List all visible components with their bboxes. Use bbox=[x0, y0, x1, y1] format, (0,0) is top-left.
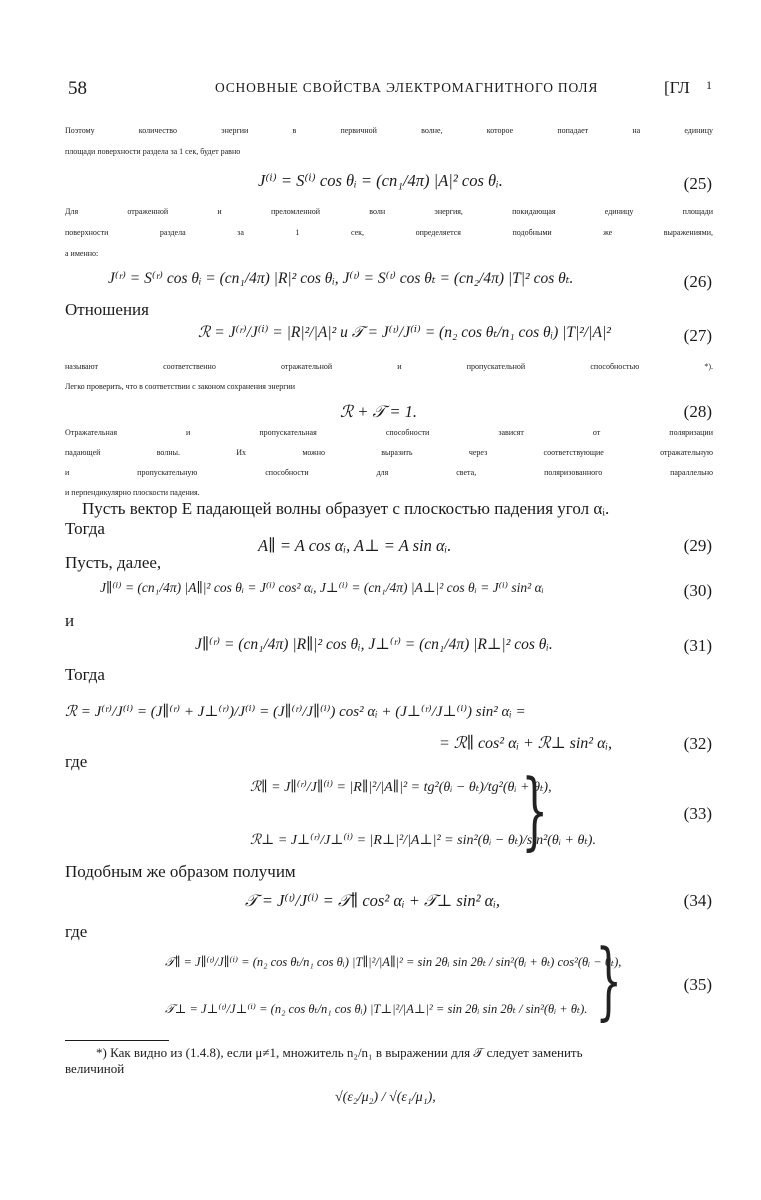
equation-28: ℛ + 𝒯 = 1. bbox=[340, 402, 417, 421]
equation-number: (31) bbox=[683, 636, 712, 655]
paragraph-line: Пусть вектор E падающей волны образует с плоскостью падения угол αᵢ. bbox=[82, 499, 610, 518]
footnote-line: величиной bbox=[65, 1061, 125, 1076]
equation-number: (33) bbox=[683, 804, 712, 823]
equation-33-line1: ℛ∥ = J∥⁽ʳ⁾/J∥⁽ⁱ⁾ = |R∥|²/|A∥|² = tg²(θᵢ − θₜ)/tg²(θᵢ + θₜ), bbox=[250, 780, 552, 795]
paragraph-line: Тогда bbox=[65, 519, 105, 538]
equation-35-line1: 𝒯∥ = J∥⁽ᵗ⁾/J∥⁽ⁱ⁾ = (n₂ cos θₜ/n₁ cos θᵢ) |T∥|²/|A∥|² = sin 2θᵢ sin 2θₜ / sin²(θᵢ + θₜ) cos²(θᵢ − θₜ), bbox=[165, 955, 622, 969]
text-and: и bbox=[65, 611, 75, 630]
paragraph-line: площади поверхности раздела за 1 сек, будет равно bbox=[65, 147, 241, 156]
equation-number: (34) bbox=[683, 891, 712, 910]
footnote-expression: √(ε₂/μ₂) / √(ε₁/μ₁), bbox=[335, 1090, 436, 1105]
text-where: где bbox=[65, 752, 88, 771]
equation-29: A∥ = A cos αᵢ, A⊥ = A sin αᵢ. bbox=[258, 536, 452, 555]
paragraph-line: и пропускательную способности для света, поляризованного параллельно bbox=[65, 468, 713, 477]
text-similarly: Подобным же образом получим bbox=[65, 862, 296, 881]
equation-27: ℛ = J⁽ʳ⁾/J⁽ⁱ⁾ = |R|²/|A|² и 𝒯 = J⁽ᵗ⁾/J⁽ⁱ⁾ = (n₂ cos θₜ/n₁ cos θᵢ) |T|²/|A|² bbox=[198, 324, 611, 341]
equation-number: (32) bbox=[683, 734, 712, 753]
paragraph-line: Поэтому количество энергии в первичной волне, которое попадает на единицу bbox=[65, 126, 713, 135]
equation-number: (25) bbox=[683, 174, 712, 193]
equation-33-line2: ℛ⊥ = J⊥⁽ʳ⁾/J⊥⁽ⁱ⁾ = |R⊥|²/|A⊥|² = sin²(θᵢ − θₜ)/sin²(θᵢ + θₜ). bbox=[250, 833, 596, 848]
paragraph-line: Отражательная и пропускательная способности зависят от поляризации bbox=[65, 428, 713, 437]
paragraph-line: а именно: bbox=[65, 249, 99, 258]
paragraph-line: и перпендикулярно плоскости падения. bbox=[65, 488, 200, 497]
right-brace: } bbox=[521, 761, 549, 859]
equation-35-line2: 𝒯⊥ = J⊥⁽ᵗ⁾/J⊥⁽ⁱ⁾ = (n₂ cos θₜ/n₁ cos θᵢ) |T⊥|²/|A⊥|² = sin 2θᵢ sin 2θₜ / sin²(θᵢ + θₜ). bbox=[165, 1002, 588, 1016]
paragraph-line: Для отраженной и преломленной волн энергия, покидающая единицу площади bbox=[65, 207, 713, 216]
paragraph-line: падающей волны. Их можно выразить через соответствующие отражательную bbox=[65, 448, 713, 457]
paragraph-line: Легко проверить, что в соответствии с законом сохранения энергии bbox=[65, 382, 296, 391]
equation-number: (29) bbox=[683, 536, 712, 555]
running-title: ОСНОВНЫЕ СВОЙСТВА ЭЛЕКТРОМАГНИТНОГО ПОЛЯ bbox=[215, 80, 599, 95]
equation-25: J⁽ⁱ⁾ = S⁽ⁱ⁾ cos θᵢ = (cn₁/4π) |A|² cos θᵢ. bbox=[258, 171, 503, 190]
equation-34: 𝒯 = J⁽ᵗ⁾/J⁽ⁱ⁾ = 𝒯∥ cos² αᵢ + 𝒯⊥ sin² αᵢ, bbox=[245, 891, 501, 910]
text-where: где bbox=[65, 922, 88, 941]
equation-number: (30) bbox=[683, 581, 712, 600]
text-relations: Отношения bbox=[65, 300, 149, 319]
chapter-prefix: [ГЛ bbox=[664, 78, 690, 97]
footnote-rule bbox=[65, 1040, 169, 1041]
equation-number: (26) bbox=[683, 272, 712, 291]
equation-number: (28) bbox=[683, 402, 712, 421]
text-further: Пусть, далее, bbox=[65, 553, 162, 572]
page-number: 58 bbox=[68, 78, 87, 99]
equation-32-line1: ℛ = J⁽ʳ⁾/J⁽ⁱ⁾ = (J∥⁽ʳ⁾ + J⊥⁽ʳ⁾)/J⁽ⁱ⁾ = (J∥⁽ʳ⁾/J∥⁽ⁱ⁾) cos² αᵢ + (J⊥⁽ʳ⁾/J⊥⁽ⁱ⁾) sin² αᵢ = bbox=[65, 704, 526, 720]
equation-32-line2: = ℛ∥ cos² αᵢ + ℛ⊥ sin² αᵢ, bbox=[439, 735, 613, 752]
equation-number: (27) bbox=[683, 326, 712, 345]
footnote-line: *) Как видно из (1.4.8), если μ≠1, множитель n₂/n₁ в выражении для 𝒯 следует заменить bbox=[96, 1045, 583, 1060]
paragraph-line: называют соответственно отражательной и пропускательной способностью *). bbox=[65, 362, 713, 371]
right-brace: } bbox=[595, 931, 623, 1029]
equation-31: J∥⁽ʳ⁾ = (cn₁/4π) |R∥|² cos θᵢ, J⊥⁽ʳ⁾ = (cn₁/4π) |R⊥|² cos θᵢ. bbox=[195, 636, 553, 653]
paragraph-line: поверхности раздела за 1 сек, определяется подобными же выражениями, bbox=[65, 228, 713, 237]
text-then: Тогда bbox=[65, 665, 105, 684]
equation-number: (35) bbox=[683, 975, 712, 994]
equation-30: J∥⁽ⁱ⁾ = (cn₁/4π) |A∥|² cos θᵢ = J⁽ⁱ⁾ cos² αᵢ, J⊥⁽ⁱ⁾ = (cn₁/4π) |A⊥|² cos θᵢ = J⁽ⁱ⁾ sin² αᵢ bbox=[100, 580, 544, 595]
chapter-number: 1 bbox=[706, 78, 712, 92]
equation-26: J⁽ʳ⁾ = S⁽ʳ⁾ cos θᵢ = (cn₁/4π) |R|² cos θᵢ, J⁽ᵗ⁾ = S⁽ᵗ⁾ cos θₜ = (cn₂/4π) |T|² cos θₜ. bbox=[108, 270, 574, 287]
